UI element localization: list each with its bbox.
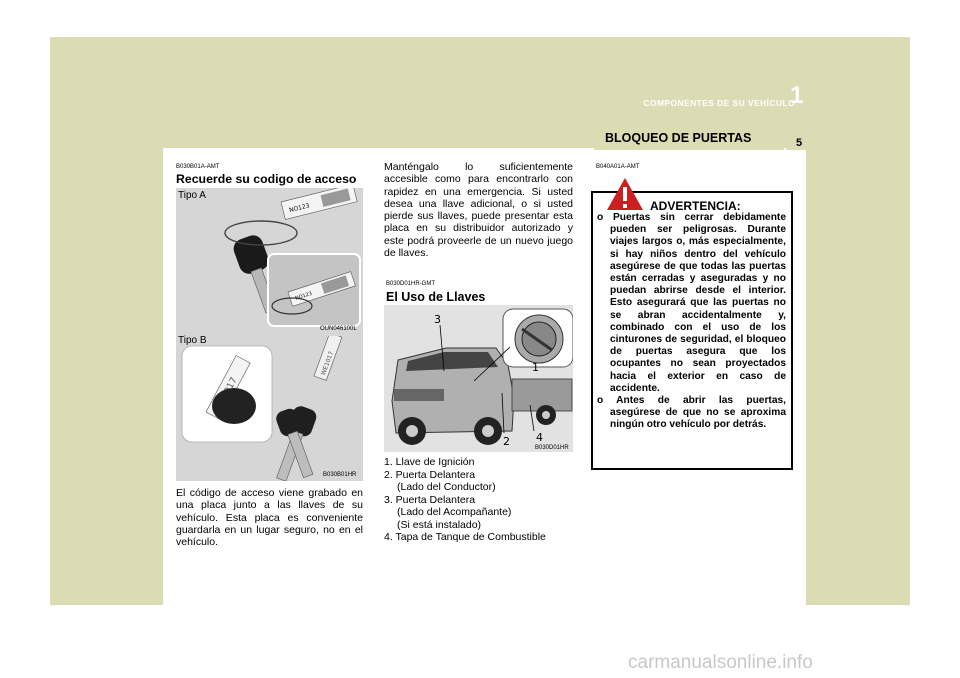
left-body-text: El código de acceso viene grabado en una placa junto a las llaves de su vehículo. Esta placa es conveniente guardarla en un lugar seguro, no en el vehículo. xyxy=(176,487,363,549)
left-section-code: B030B01A-AMT xyxy=(176,164,220,170)
list-item: 1. Llave de Ignición xyxy=(384,456,475,468)
type-b-label: Tipo B xyxy=(178,335,207,346)
warning-item: o Antes de abrir las puertas, asegúrese de que no se aproxima ningún otro vehículo por detrás. xyxy=(597,395,786,431)
key-illustration-a xyxy=(176,188,363,336)
middle-body-text: Manténgalo lo suficientemente accesible como para encontrarlo con rapidez en una emergencia. Si usted desea una llave adicional, o si usted pierde sus llaves, puede presentar esta placa en su distribuidor autorizado y este podrá proveerle de un nuevo juego de llaves. xyxy=(384,161,573,260)
truck-illustration xyxy=(384,305,573,452)
callout-4: 4 xyxy=(536,431,543,444)
warning-item: o Puertas sin cerrar debidamente pueden ser peligrosas. Durante viajes largos o, más especialmente, si hay niños dentro del vehículo asegúrese de que todas las puertas están cerradas y aseguradas y no puedan abrirse desde el interior. Esto asegurará que las puertas no se abran accidentalmente y, combinado con el uso de los cinturones de seguridad, el bloqueo de puertas asegura que los ocupantes no sean proyectados hacia el exterior en caso de accidente. xyxy=(597,212,786,394)
list-item: 3. Puerta Delantera xyxy=(384,493,476,506)
type-a-label: Tipo A xyxy=(178,190,206,201)
section-title: BLOQUEO DE PUERTAS xyxy=(605,131,752,145)
middle-section-code: B030D01HR-GMT xyxy=(386,281,436,287)
list-item: (Si está instalado) xyxy=(397,518,482,531)
warning-title: ADVERTENCIA: xyxy=(650,199,741,213)
callout-1: 1 xyxy=(532,361,539,374)
page-number: 5 xyxy=(796,137,803,149)
callout-2: 2 xyxy=(503,435,510,448)
key-tag-text: NO123 xyxy=(294,290,313,302)
key-usage-list xyxy=(384,456,584,544)
list-item: (Lado del Acompañante) xyxy=(397,506,512,518)
list-item: (Lado del Conductor) xyxy=(397,481,496,493)
image-b-code: B030B01HR xyxy=(323,472,357,478)
chapter-number: 1 xyxy=(790,82,804,109)
warning-triangle-icon xyxy=(605,176,645,212)
key-illustration-b xyxy=(176,336,363,481)
truck-photo xyxy=(384,305,573,452)
truck-image-code: B030D01HR xyxy=(535,445,569,451)
footer-watermark: carmanualsonline.info xyxy=(628,652,813,673)
right-section-code: B040A01A-AMT xyxy=(596,164,640,170)
key-photo-type-a xyxy=(176,188,363,336)
page-number-tab xyxy=(786,134,846,150)
left-heading: Recuerde su codigo de acceso xyxy=(176,172,357,186)
key-tag-text: NO123 xyxy=(288,202,311,215)
key-tag-text: WE1017 xyxy=(320,350,336,377)
warning-text xyxy=(597,212,786,432)
list-item: 2. Puerta Delantera xyxy=(384,468,476,481)
list-item: 4. Tapa de Tanque de Combustible xyxy=(384,531,546,543)
callout-3: 3 xyxy=(434,313,441,326)
image-a-code: OUN046100L xyxy=(320,326,357,332)
key-photo-type-b xyxy=(176,336,363,481)
chapter-title: COMPONENTES DE SU VEHÍCULO xyxy=(643,98,795,108)
middle-heading: El Uso de Llaves xyxy=(386,290,486,304)
